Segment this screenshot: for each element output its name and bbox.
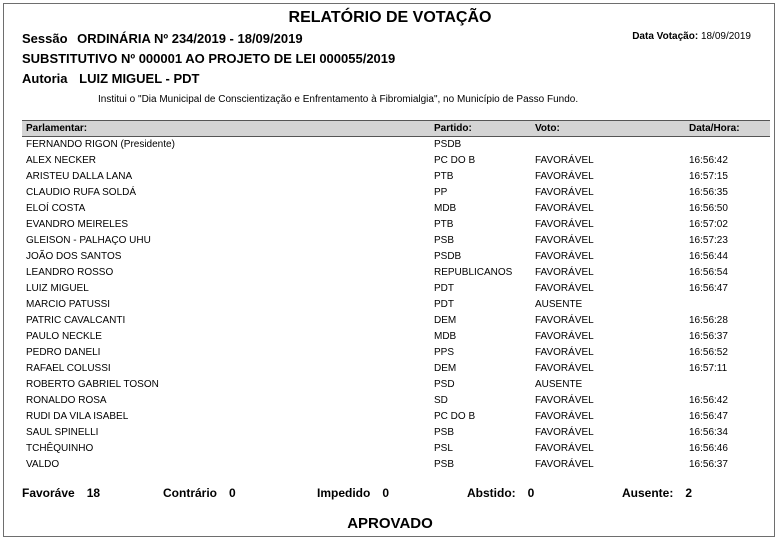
voto-cell: FAVORÁVEL <box>535 219 594 230</box>
data-hora-cell: 16:56:35 <box>689 187 728 198</box>
table-row <box>22 329 770 345</box>
table-row <box>22 409 770 425</box>
data-hora-cell: 16:57:23 <box>689 235 728 246</box>
table-row <box>22 265 770 281</box>
total-favoravel-label: Favoráve <box>22 486 75 500</box>
parlamentar-cell: LEANDRO ROSSO <box>26 267 114 278</box>
voto-cell: FAVORÁVEL <box>535 395 594 406</box>
table-row <box>22 233 770 249</box>
partido-cell: PPS <box>434 347 455 358</box>
voto-cell: FAVORÁVEL <box>535 427 594 438</box>
table-row <box>22 297 770 313</box>
header-data-hora: Data/Hora: <box>689 123 740 134</box>
voto-cell: FAVORÁVEL <box>535 411 594 422</box>
data-hora-cell: 16:56:37 <box>689 331 728 342</box>
partido-cell: MDB <box>434 331 457 342</box>
table-row <box>22 457 770 473</box>
partido-cell: SD <box>434 395 448 406</box>
parlamentar-cell: EVANDRO MEIRELES <box>26 219 129 230</box>
partido-cell: PDT <box>434 299 454 310</box>
partido-cell: PSB <box>434 235 455 246</box>
autoria-value: LUIZ MIGUEL - PDT <box>79 71 200 86</box>
table-row <box>22 153 770 169</box>
voto-cell: AUSENTE <box>535 299 583 310</box>
parlamentar-cell: FERNANDO RIGON (Presidente) <box>26 139 175 150</box>
substitutivo-title: SUBSTITUTIVO Nº 000001 AO PROJETO DE LEI 000055/2019 <box>22 51 396 66</box>
total-ausente-value: 2 <box>685 486 693 500</box>
data-hora-cell: 16:57:15 <box>689 171 728 182</box>
parlamentar-cell: GLEISON - PALHAÇO UHU <box>26 235 151 246</box>
data-hora-cell: 16:56:37 <box>689 459 728 470</box>
sessao-line <box>22 31 303 46</box>
total-ausente <box>622 486 692 500</box>
total-contrario-value: 0 <box>229 486 236 500</box>
sessao-label: Sessão <box>22 31 68 46</box>
parlamentar-cell: LUIZ MIGUEL <box>26 283 89 294</box>
total-impedido-value: 0 <box>382 486 390 500</box>
parlamentar-cell: SAUL SPINELLI <box>26 427 99 438</box>
table-row <box>22 441 770 457</box>
parlamentar-cell: JOÃO DOS SANTOS <box>26 251 122 262</box>
partido-cell: PSDB <box>434 139 462 150</box>
header-parlamentar: Parlamentar: <box>26 123 88 134</box>
partido-cell: PC DO B <box>434 155 476 166</box>
partido-cell: PP <box>434 187 448 198</box>
autoria-line <box>22 71 200 86</box>
total-abstido-value: 0 <box>527 486 535 500</box>
parlamentar-cell: RUDI DA VILA ISABEL <box>26 411 129 422</box>
parlamentar-cell: ROBERTO GABRIEL TOSON <box>26 379 159 390</box>
partido-cell: REPUBLICANOS <box>434 267 513 278</box>
partido-cell: PTB <box>434 219 454 230</box>
total-impedido <box>317 486 389 500</box>
data-hora-cell: 16:56:44 <box>689 251 728 262</box>
data-votacao-label: Data Votação: <box>632 31 699 42</box>
total-favoravel <box>22 486 100 500</box>
parlamentar-cell: ARISTEU DALLA LANA <box>26 171 133 182</box>
report-title: RELATÓRIO DE VOTAÇÃO <box>288 9 492 26</box>
table-header <box>22 120 770 137</box>
parlamentar-cell: ELOÍ COSTA <box>26 203 86 214</box>
data-hora-cell: 16:56:42 <box>689 155 728 166</box>
parlamentar-cell: VALDO <box>26 459 60 470</box>
parlamentar-cell: TCHÊQUINHO <box>26 443 94 454</box>
total-contrario-label: Contrário <box>163 486 217 500</box>
header-voto: Voto: <box>535 123 560 134</box>
voto-cell: FAVORÁVEL <box>535 443 594 454</box>
data-hora-cell: 16:56:34 <box>689 427 728 438</box>
voto-cell: FAVORÁVEL <box>535 347 594 358</box>
data-hora-cell: 16:56:28 <box>689 315 728 326</box>
voto-cell: FAVORÁVEL <box>535 155 594 166</box>
table-row <box>22 313 770 329</box>
table-row <box>22 169 770 185</box>
voto-cell: AUSENTE <box>535 379 583 390</box>
data-votacao <box>632 31 751 42</box>
partido-cell: PDT <box>434 283 454 294</box>
voto-cell: FAVORÁVEL <box>535 283 594 294</box>
parlamentar-cell: RAFAEL COLUSSI <box>26 363 111 374</box>
voto-cell: FAVORÁVEL <box>535 315 594 326</box>
partido-cell: PSL <box>434 443 453 454</box>
data-hora-cell: 16:57:11 <box>689 363 728 374</box>
partido-cell: PSB <box>434 427 455 438</box>
parlamentar-cell: RONALDO ROSA <box>26 395 107 406</box>
table-row <box>22 137 770 153</box>
voto-cell: FAVORÁVEL <box>535 459 594 470</box>
voto-cell: FAVORÁVEL <box>535 203 594 214</box>
total-contrario <box>163 486 236 500</box>
voto-cell: FAVORÁVEL <box>535 331 594 342</box>
parlamentar-cell: PATRIC CAVALCANTI <box>26 315 126 326</box>
table-row <box>22 201 770 217</box>
total-impedido-label: Impedido <box>317 486 371 500</box>
voto-cell: FAVORÁVEL <box>535 171 594 182</box>
table-row <box>22 281 770 297</box>
parlamentar-cell: CLAUDIO RUFA SOLDÁ <box>26 187 137 198</box>
total-abstido <box>467 486 534 500</box>
table-row <box>22 425 770 441</box>
partido-cell: PSDB <box>434 251 462 262</box>
data-hora-cell: 16:56:47 <box>689 283 728 294</box>
sessao-value: ORDINÁRIA Nº 234/2019 - 18/09/2019 <box>77 31 303 46</box>
parlamentar-cell: PEDRO DANELI <box>26 347 101 358</box>
voto-cell: FAVORÁVEL <box>535 251 594 262</box>
data-hora-cell: 16:57:02 <box>689 219 728 230</box>
data-hora-cell: 16:56:54 <box>689 267 728 278</box>
data-hora-cell: 16:56:42 <box>689 395 728 406</box>
data-hora-cell: 16:56:50 <box>689 203 728 214</box>
partido-cell: MDB <box>434 203 457 214</box>
data-hora-cell: 16:56:52 <box>689 347 728 358</box>
table-row <box>22 345 770 361</box>
data-hora-cell: 16:56:46 <box>689 443 728 454</box>
autoria-label: Autoria <box>22 71 68 86</box>
partido-cell: PTB <box>434 171 454 182</box>
total-favoravel-value: 18 <box>86 486 101 500</box>
resultado-status: APROVADO <box>347 515 433 532</box>
table-row <box>22 361 770 377</box>
table-row <box>22 185 770 201</box>
partido-cell: DEM <box>434 315 457 326</box>
partido-cell: PSD <box>434 379 455 390</box>
vote-table-body <box>22 137 770 473</box>
parlamentar-cell: ALEX NECKER <box>26 155 97 166</box>
table-row <box>22 217 770 233</box>
total-ausente-label: Ausente: <box>622 486 674 500</box>
data-votacao-value: 18/09/2019 <box>700 31 751 42</box>
partido-cell: PC DO B <box>434 411 476 422</box>
voto-cell: FAVORÁVEL <box>535 363 594 374</box>
parlamentar-cell: MARCIO PATUSSI <box>26 299 111 310</box>
voto-cell: FAVORÁVEL <box>535 235 594 246</box>
total-abstido-label: Abstido: <box>467 486 516 500</box>
voto-cell: FAVORÁVEL <box>535 187 594 198</box>
partido-cell: DEM <box>434 363 457 374</box>
header-partido: Partido: <box>434 123 472 134</box>
voto-cell: FAVORÁVEL <box>535 267 594 278</box>
partido-cell: PSB <box>434 459 455 470</box>
ementa-text: Institui o "Dia Municipal de Conscientização e Enfrentamento à Fibromialgia", no Município de Passo Fundo. <box>98 94 579 105</box>
table-row <box>22 249 770 265</box>
table-row <box>22 393 770 409</box>
table-row <box>22 377 770 393</box>
data-hora-cell: 16:56:47 <box>689 411 728 422</box>
parlamentar-cell: PAULO NECKLE <box>26 331 102 342</box>
